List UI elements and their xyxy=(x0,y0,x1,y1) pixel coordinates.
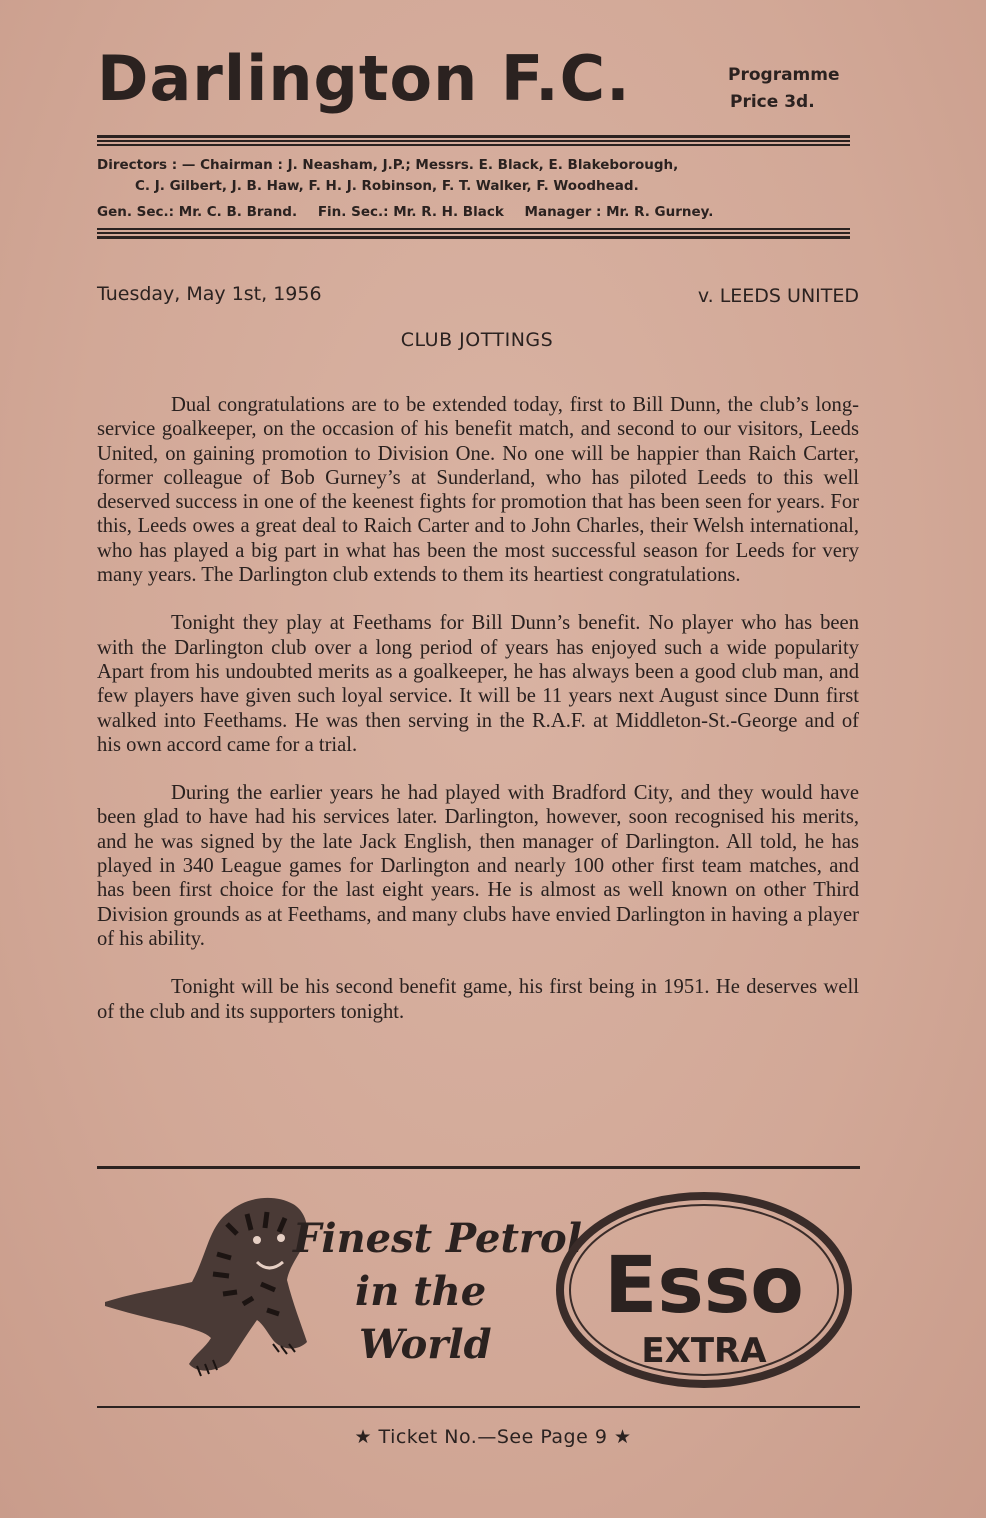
club-title: Darlington F.C. xyxy=(97,42,631,115)
esso-brand-text: Esso xyxy=(604,1241,804,1331)
slogan-line-2: in the xyxy=(355,1268,487,1315)
header-rule-bottom xyxy=(97,228,850,241)
gen-sec: Gen. Sec.: Mr. C. B. Brand. xyxy=(97,204,298,220)
esso-logo xyxy=(555,1190,853,1390)
esso-extra-text: EXTRA xyxy=(641,1331,767,1371)
advert-rule-top xyxy=(97,1166,860,1169)
secretaries-line xyxy=(97,204,862,220)
article-body xyxy=(97,393,859,1048)
match-opponent: v. LEEDS UNITED xyxy=(697,285,859,307)
directors-line-1: Directors : — Chairman : J. Neasham, J.P.; Messrs. E. Black, E. Blakeborough, xyxy=(97,157,679,173)
header-rule-top xyxy=(97,135,850,148)
directors-list xyxy=(97,155,857,197)
article-paragraph: Dual congratulations are to be extended today, first to Bill Dunn, the club’s long-service goalkeeper, on the occasion of his benefit match, and second to our visitors, Leeds United, on gaining promotion to Division One. No one will be happier than Raich Carter, former colleague of Bob Gurney’s at Sunderland, who has piloted Leeds to this well deserved success in one of the keenest fights for promotion that has been seen for years. For this, Leeds owes a great deal to Raich Carter and to John Charles, their Welsh international, who has played a big part in what has been the most successful season for Leeds for very many years. The Darlington club extends to them its heartiest congratulations. xyxy=(97,394,859,587)
article-paragraph: Tonight they play at Feethams for Bill Dunn’s benefit. No player who has been with the Darlington club over a long period of years has enjoyed such a wide popularity Apart from his undoubted merits as a goalkeeper, he has always been a good club man, and few players have given such loyal service. It will be 11 years next August since Dunn first walked into Feethams. He was then serving in the R.A.F. at Middleton-St.-George and of his own accord came for a trial. xyxy=(97,612,859,756)
ticket-note: ★ Ticket No.—See Page 9 ★ xyxy=(354,1426,632,1448)
article-paragraph: Tonight will be his second benefit game, his first being in 1951. He deserves well of the club and its supporters tonight. xyxy=(97,976,859,1023)
match-date: Tuesday, May 1st, 1956 xyxy=(97,283,322,305)
advert-rule-bottom xyxy=(97,1406,860,1408)
slogan-line-3: World xyxy=(359,1321,492,1368)
advert-slogan xyxy=(293,1212,582,1371)
price-label: Price 3d. xyxy=(730,92,815,112)
manager: Manager : Mr. R. Gurney. xyxy=(524,204,714,220)
esso-advert xyxy=(97,1172,860,1402)
fin-sec: Fin. Sec.: Mr. R. H. Black xyxy=(317,204,504,220)
article-heading: CLUB JOTTINGS xyxy=(400,329,554,351)
programme-label: Programme xyxy=(728,65,840,85)
price-box xyxy=(728,62,858,116)
tiger-icon xyxy=(97,1184,312,1384)
slogan-line-1: Finest Petrol xyxy=(293,1215,582,1262)
directors-line-2: C. J. Gilbert, J. B. Haw, F. H. J. Robinson, F. T. Walker, F. Woodhead. xyxy=(135,178,639,194)
article-paragraph: During the earlier years he had played with Bradford City, and they would have been glad to have had his services later. Darlington, however, soon recognised his merits, and he was signed by the late Jack English, then manager of Darlington. All told, he has played in 340 League games for Darlington and nearly 100 other first team matches, and has been first choice for the last eight years. He is almost as well known on other Third Division grounds as at Feethams, and many clubs have envied Darlington in having a player of his ability. xyxy=(97,782,859,950)
